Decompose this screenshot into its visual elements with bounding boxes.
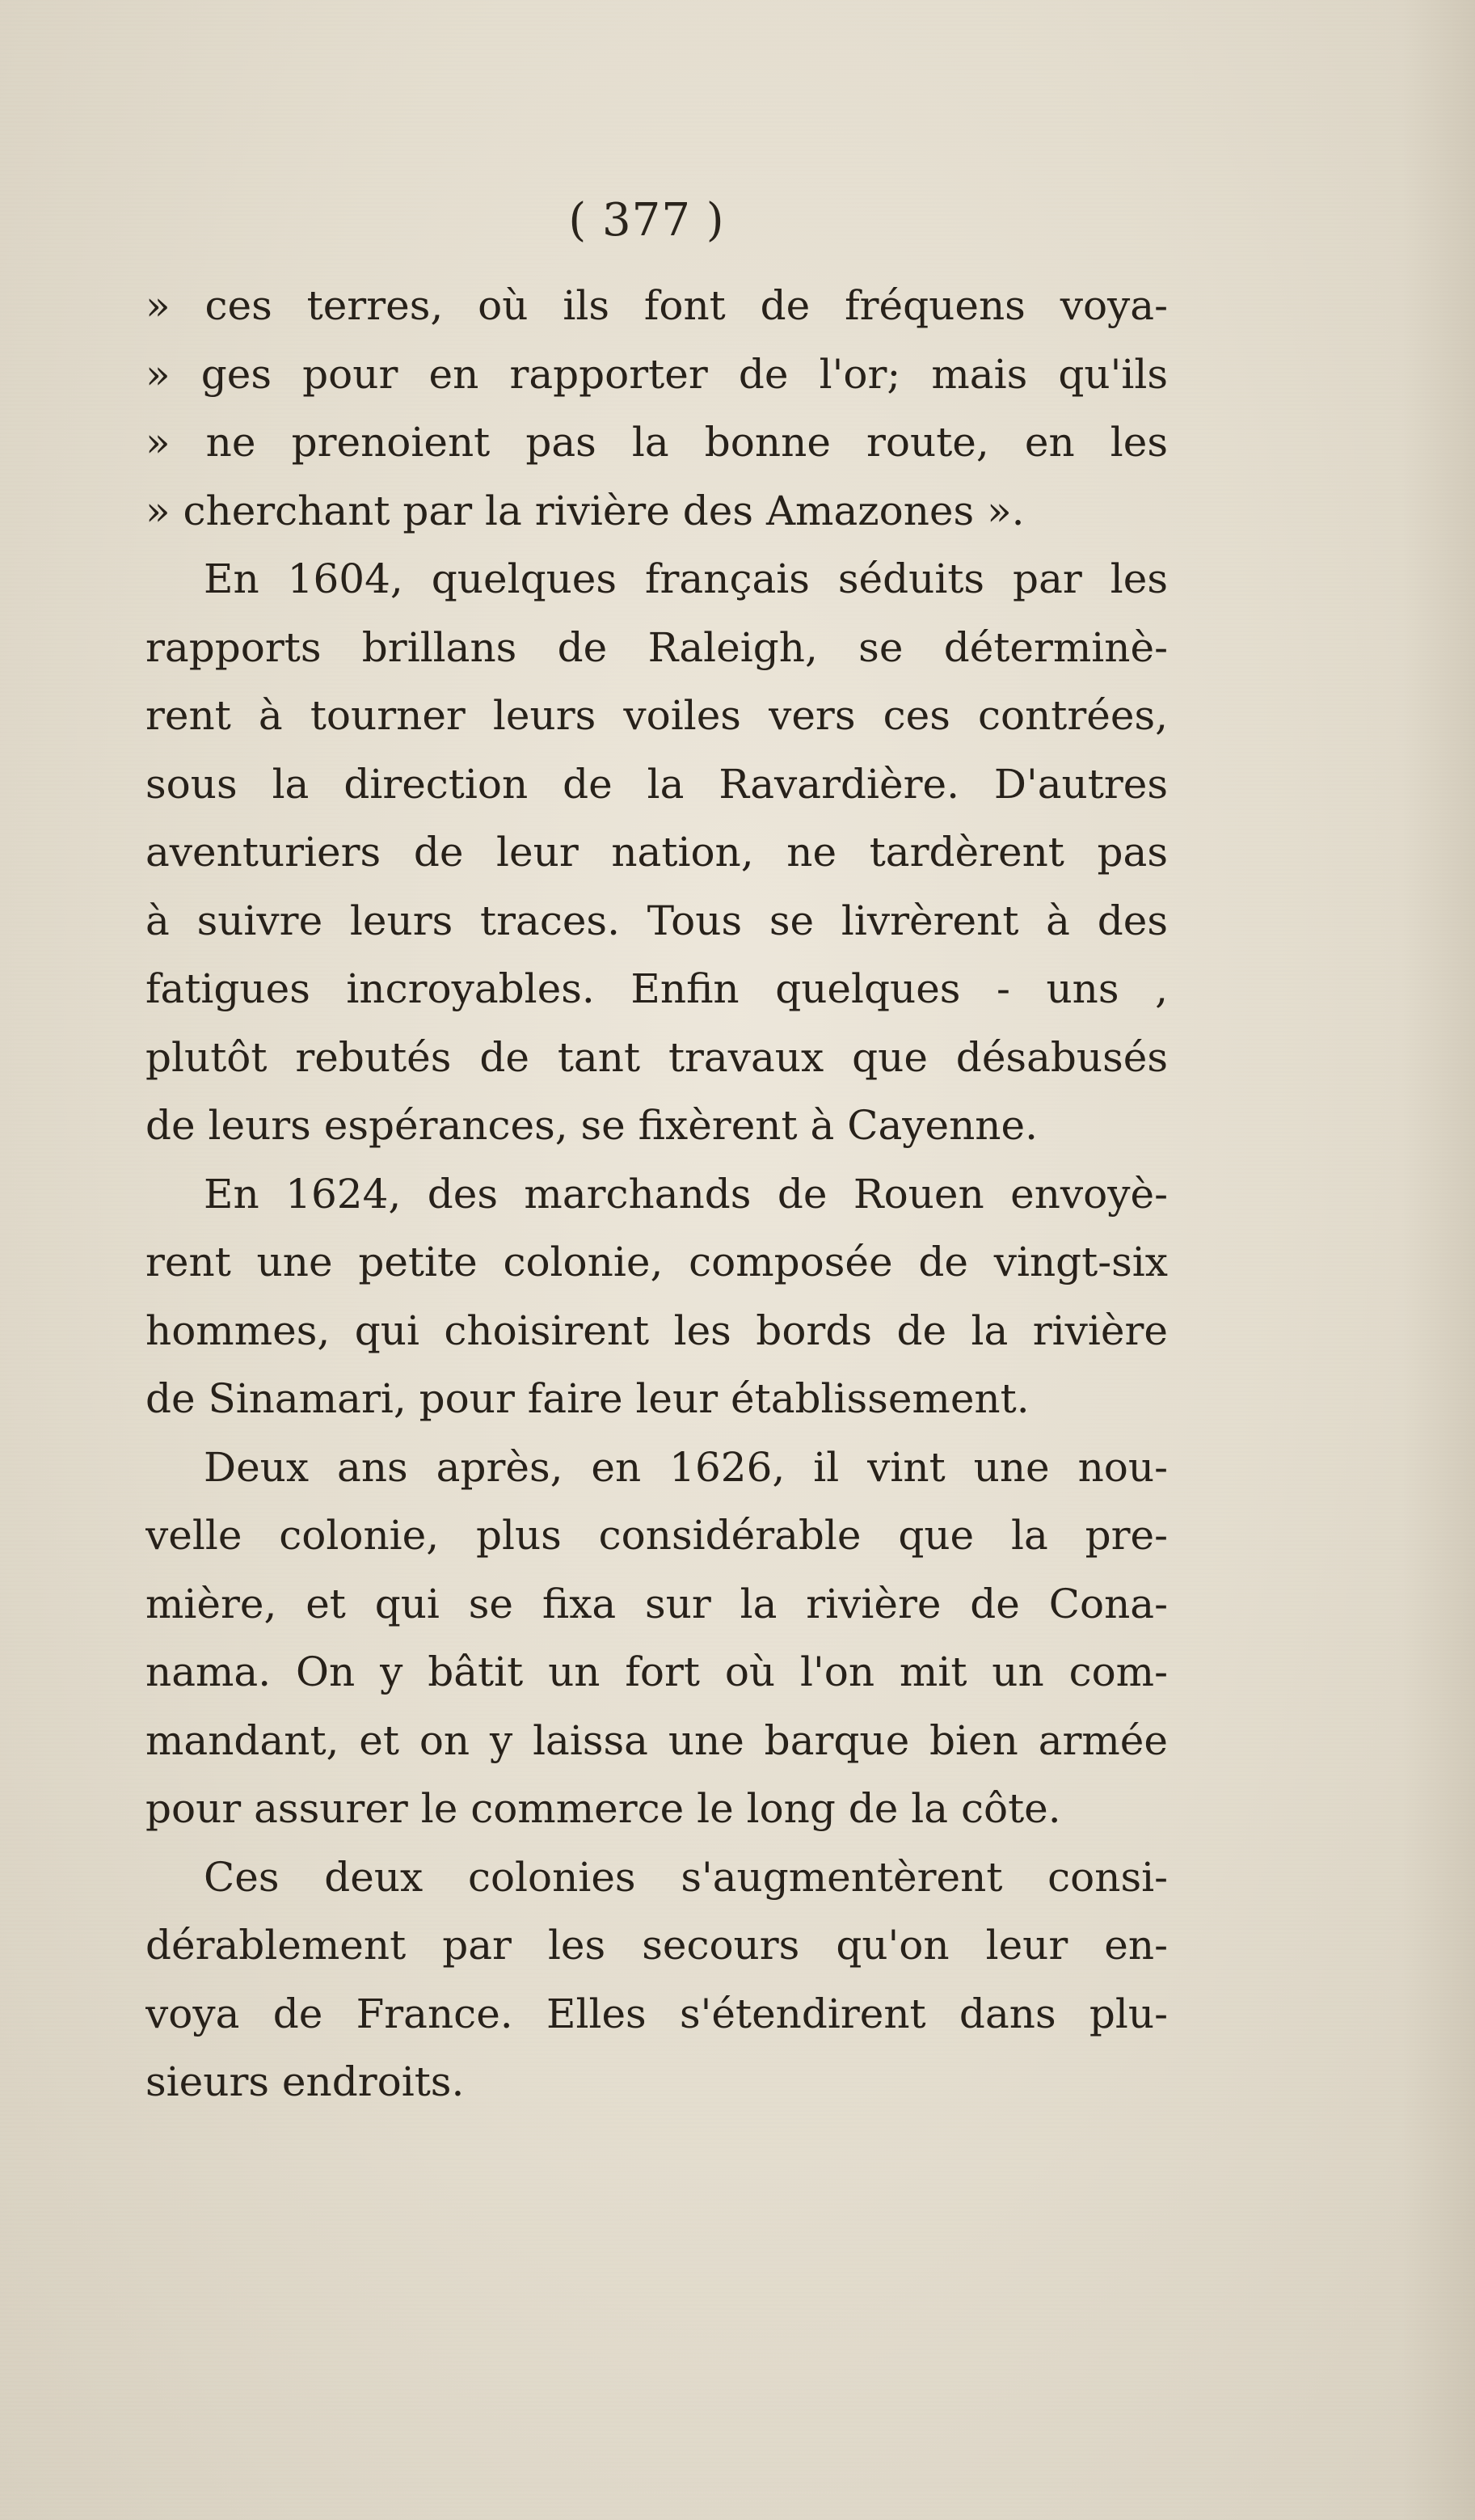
paragraph-start-line: En 1604, quelques français séduits par les: [204, 555, 1168, 602]
text-line: voya de France. Elles s'étendirent dans plu-: [145, 1990, 1168, 2037]
text-line: rent à tourner leurs voiles vers ces contrées,: [145, 692, 1168, 739]
text-line: velle colonie, plus considérable que la pre-: [145, 1512, 1168, 1559]
paragraph-start-line: Ces deux colonies s'augmentèrent consi-: [204, 1853, 1168, 1901]
text-line: hommes, qui choisirent les bords de la rivière: [145, 1306, 1168, 1354]
text-line: sous la direction de la Ravardière. D'autres: [145, 760, 1168, 808]
text-line: de Sinamari, pour faire leur établissement.: [145, 1375, 1030, 1422]
text-line: sieurs endroits.: [145, 2058, 465, 2105]
text-line: rapports brillans de Raleigh, se déterminè-: [145, 623, 1168, 671]
text-line: plutôt rebutés de tant travaux que désabusés: [145, 1033, 1168, 1081]
text-line: rent une petite colonie, composée de vingt-six: [145, 1239, 1168, 1285]
page-number: ( 377 ): [568, 194, 725, 247]
text-line: de leurs espérances, se fixèrent à Cayenne.: [145, 1102, 1038, 1149]
text-line: fatigues incroyables. Enfin quelques - uns ,: [145, 965, 1168, 1012]
body-text: [145, 272, 1168, 2117]
text-line: » cherchant par la rivière des Amazones ».: [145, 487, 1025, 534]
paragraph-start-line: En 1624, des marchands de Rouen envoyè-: [204, 1170, 1168, 1218]
text-line: mière, et qui se fixa sur la rivière de Cona-: [145, 1580, 1168, 1627]
text-line: » ges pour en rapporter de l'or; mais qu'ils: [145, 350, 1168, 398]
text-line: » ces terres, où ils font de fréquens voya-: [145, 282, 1168, 329]
paragraph-start-line: Deux ans après, en 1626, il vint une nou-: [204, 1443, 1168, 1491]
text-line: aventuriers de leur nation, ne tardèrent pas: [145, 829, 1168, 876]
text-line: nama. On y bâtit un fort où l'on mit un com-: [145, 1648, 1168, 1695]
text-line: » ne prenoient pas la bonne route, en les: [145, 419, 1168, 466]
text-line: pour assurer le commerce le long de la côte.: [145, 1785, 1061, 1832]
text-line: mandant, et on y laissa une barque bien armée: [145, 1716, 1168, 1764]
text-line: à suivre leurs traces. Tous se livrèrent à des: [145, 897, 1168, 944]
page-edge-shadow: [1402, 0, 1475, 2520]
text-line: dérablement par les secours qu'on leur en-: [145, 1922, 1168, 1969]
